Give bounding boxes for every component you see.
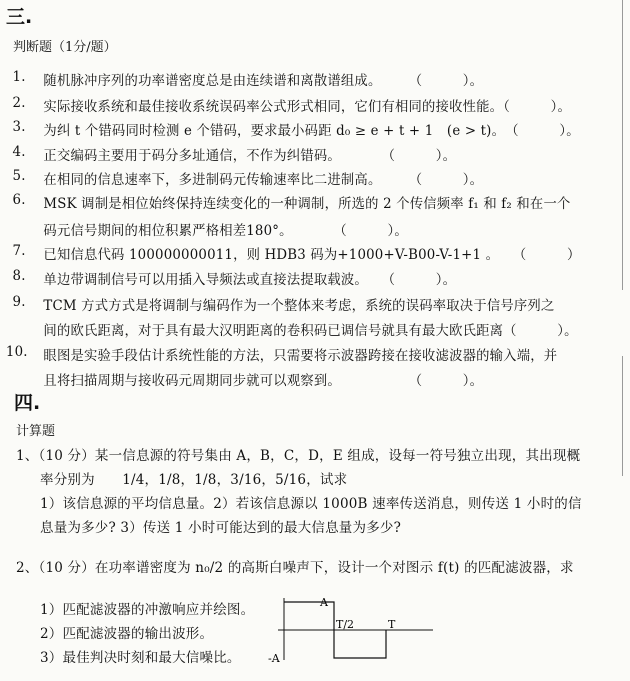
judgment-number: 6. (12, 192, 26, 208)
section-mark-4: 四. (14, 392, 41, 414)
label-amplitude-neg-a: -A (268, 652, 280, 665)
problem-1-line-2: 率分别为 1/4，1/8，1/8，3/16，5/16，试求 (40, 472, 348, 488)
page-edge-line (622, 356, 623, 476)
label-amplitude-a: A (320, 596, 328, 609)
section-mark-3: 三. (6, 6, 33, 28)
judgment-number: 3. (12, 119, 26, 135)
section-title-calculation: 计算题 (16, 424, 56, 439)
problem-2-line-3: 2）匹配滤波器的输出波形。 (40, 626, 214, 642)
judgment-text: 正交编码主要用于码分多址通信，不作为纠错码。 （ ）。 (43, 148, 457, 164)
judgment-text: 单边带调制信号可以用插入导频法或直接法提取载波。 （ ）。 (43, 272, 457, 288)
judgment-text: 为纠 t 个错码同时检测 e 个错码，要求最小码距 d₀ ≥ e + t + 1 (e > t)。 （ ）。 (43, 123, 580, 139)
problem-2-line-4: 3）最佳判决时刻和最大信噪比。 (40, 650, 241, 666)
problem-1-line-3: 1）该信息源的平均信息量。2）若该信息源以 1000B 速率传送消息，则传送 1 小时的信 (40, 496, 582, 512)
judgment-text: 且将扫描周期与接收码元周期同步就可以观察到。 （ ）。 (43, 373, 484, 389)
judgment-number: 1. (12, 69, 26, 85)
judgment-number: 2. (12, 95, 26, 111)
judgment-number: 7. (12, 243, 26, 259)
judgment-text: 间的欧氏距离，对于具有最大汉明距离的卷积码已调信号就具有最大欧氏距离（ ）。 (43, 323, 578, 339)
judgment-text: TCM 方式方式是将调制与编码作为一个整体来考虑，系统的误码率取决于信号序列之 (43, 298, 555, 314)
problem-2-line-2: 1）匹配滤波器的冲激响应并绘图。 (40, 602, 255, 618)
problem-2-line-1: 2、（10 分）在功率谱密度为 n₀/2 的高斯白噪声下，设计一个对图示 f(t) 的匹配滤波器，求 (16, 560, 574, 576)
problem-1-line-1: 1、（10 分）某一信息源的符号集由 A，B，C，D，E 组成，设每一符号独立出现，其出现概 (16, 448, 581, 464)
judgment-text: 眼图是实验手段估计系统性能的方法，只需要将示波器跨接在接收滤波器的输入端，并 (43, 348, 558, 364)
judgment-text: 在相同的信息速率下，多进制码元传输速率比二进制高。 （ ）。 (43, 172, 484, 188)
judgment-text: 实际接收系统和最佳接收系统误码率公式形式相同，它们有相同的接收性能。（ ）。 (43, 99, 571, 115)
judgment-number: 8. (12, 268, 26, 284)
waveform-figure (268, 590, 438, 670)
judgment-number: 10. (5, 344, 28, 360)
judgment-text: 随机脉冲序列的功率谱密度总是由连续谱和离散谱组成。 （ ）。 (43, 73, 484, 89)
judgment-number: 4. (12, 144, 26, 160)
judgment-number: 9. (12, 294, 26, 310)
judgment-text: 已知信息代码 100000000011，则 HDB3 码为+1000+V-B00-V-1+1 。 （ ） (43, 247, 581, 263)
judgment-text: MSK 调制是相位始终保持连续变化的一种调制，所选的 2 个传信频率 f₁ 和 f₂ 和在一个 (43, 196, 571, 212)
section-title-judgment: 判断题（1分/题） (13, 40, 117, 55)
judgment-number: 5. (12, 168, 26, 184)
page-edge-line (622, 0, 623, 290)
judgment-text: 码元信号期间的相位积累严格相差180°。 （ ）。 (43, 223, 408, 239)
label-period: T (388, 618, 396, 631)
problem-1-line-4: 息量为多少? 3）传送 1 小时可能达到的最大信息量为多少? (40, 520, 402, 536)
label-half-period: T/2 (336, 618, 355, 631)
